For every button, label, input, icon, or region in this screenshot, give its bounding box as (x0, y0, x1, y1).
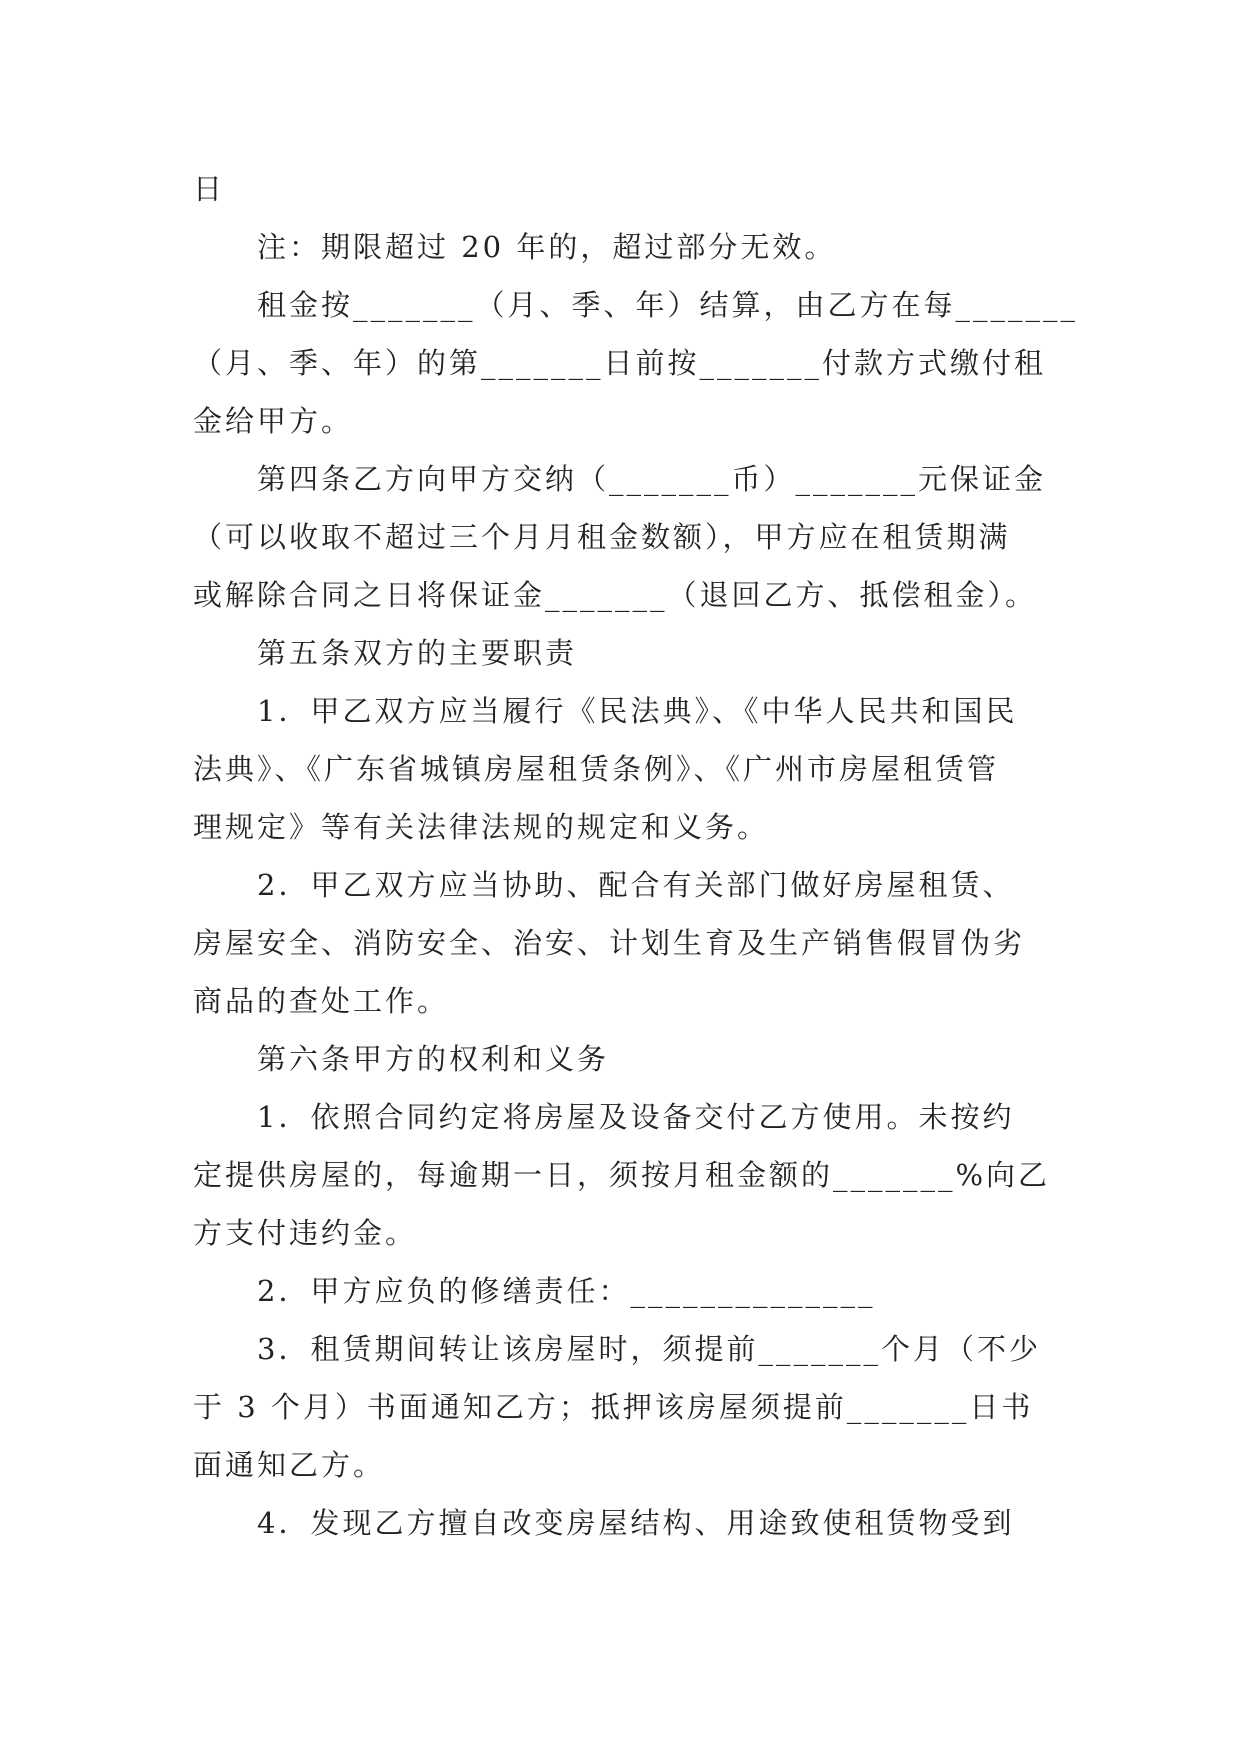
text-line-15: 商品的查处工作。 (193, 984, 450, 1018)
text-line-8: 或解除合同之日将保证金_______（退回乙方、抵偿租金）。 (193, 578, 1038, 612)
text-line-7: （可以收取不超过三个月月租金数额），甲方应在租赁期满 (193, 520, 1011, 554)
text-line-3: 租金按_______（月、季、年）结算，由乙方在每_______ (257, 288, 1079, 322)
text-line-14: 房屋安全、消防安全、治安、计划生育及生产销售假冒伪劣 (193, 926, 1026, 960)
text-line-19: 方支付违约金。 (193, 1216, 418, 1250)
text-line-23: 面通知乙方。 (193, 1448, 386, 1482)
document-page (193, 160, 1079, 1552)
text-line-10: 1．甲乙双方应当履行《民法典》、《中华人民共和国民 (257, 694, 1018, 728)
text-line-21: 3．租赁期间转让该房屋时，须提前_______个月（不少 (257, 1332, 1041, 1366)
text-line-6: 第四条乙方向甲方交纳（_______币）_______元保证金 (257, 462, 1047, 496)
text-line-22: 于 3 个月）书面通知乙方；抵押该房屋须提前_______日书 (193, 1390, 1034, 1424)
section-heading-5: 第五条双方的主要职责 (257, 636, 578, 670)
text-line-11: 法典》、《广东省城镇房屋租赁条例》、《广州市房屋租赁管 (193, 752, 1000, 786)
text-line-5: 金给甲方。 (193, 404, 354, 438)
text-line-1: 日 (193, 172, 226, 206)
text-line-2: 注：期限超过 20 年的，超过部分无效。 (257, 230, 837, 264)
text-line-13: 2．甲乙双方应当协助、配合有关部门做好房屋租赁、 (257, 868, 1015, 902)
text-line-4: （月、季、年）的第_______日前按_______付款方式缴付租 (193, 346, 1047, 380)
section-heading-6: 第六条甲方的权利和义务 (257, 1042, 610, 1076)
text-line-20: 2．甲方应负的修缮责任：______________ (257, 1274, 876, 1308)
text-line-18: 定提供房屋的，每逾期一日，须按月租金额的_______%向乙 (193, 1158, 1051, 1192)
text-line-17: 1．依照合同约定将房屋及设备交付乙方使用。未按约 (257, 1100, 1015, 1134)
text-line-24: 4．发现乙方擅自改变房屋结构、用途致使租赁物受到 (257, 1506, 1015, 1540)
text-line-12: 理规定》等有关法律法规的规定和义务。 (193, 810, 770, 844)
